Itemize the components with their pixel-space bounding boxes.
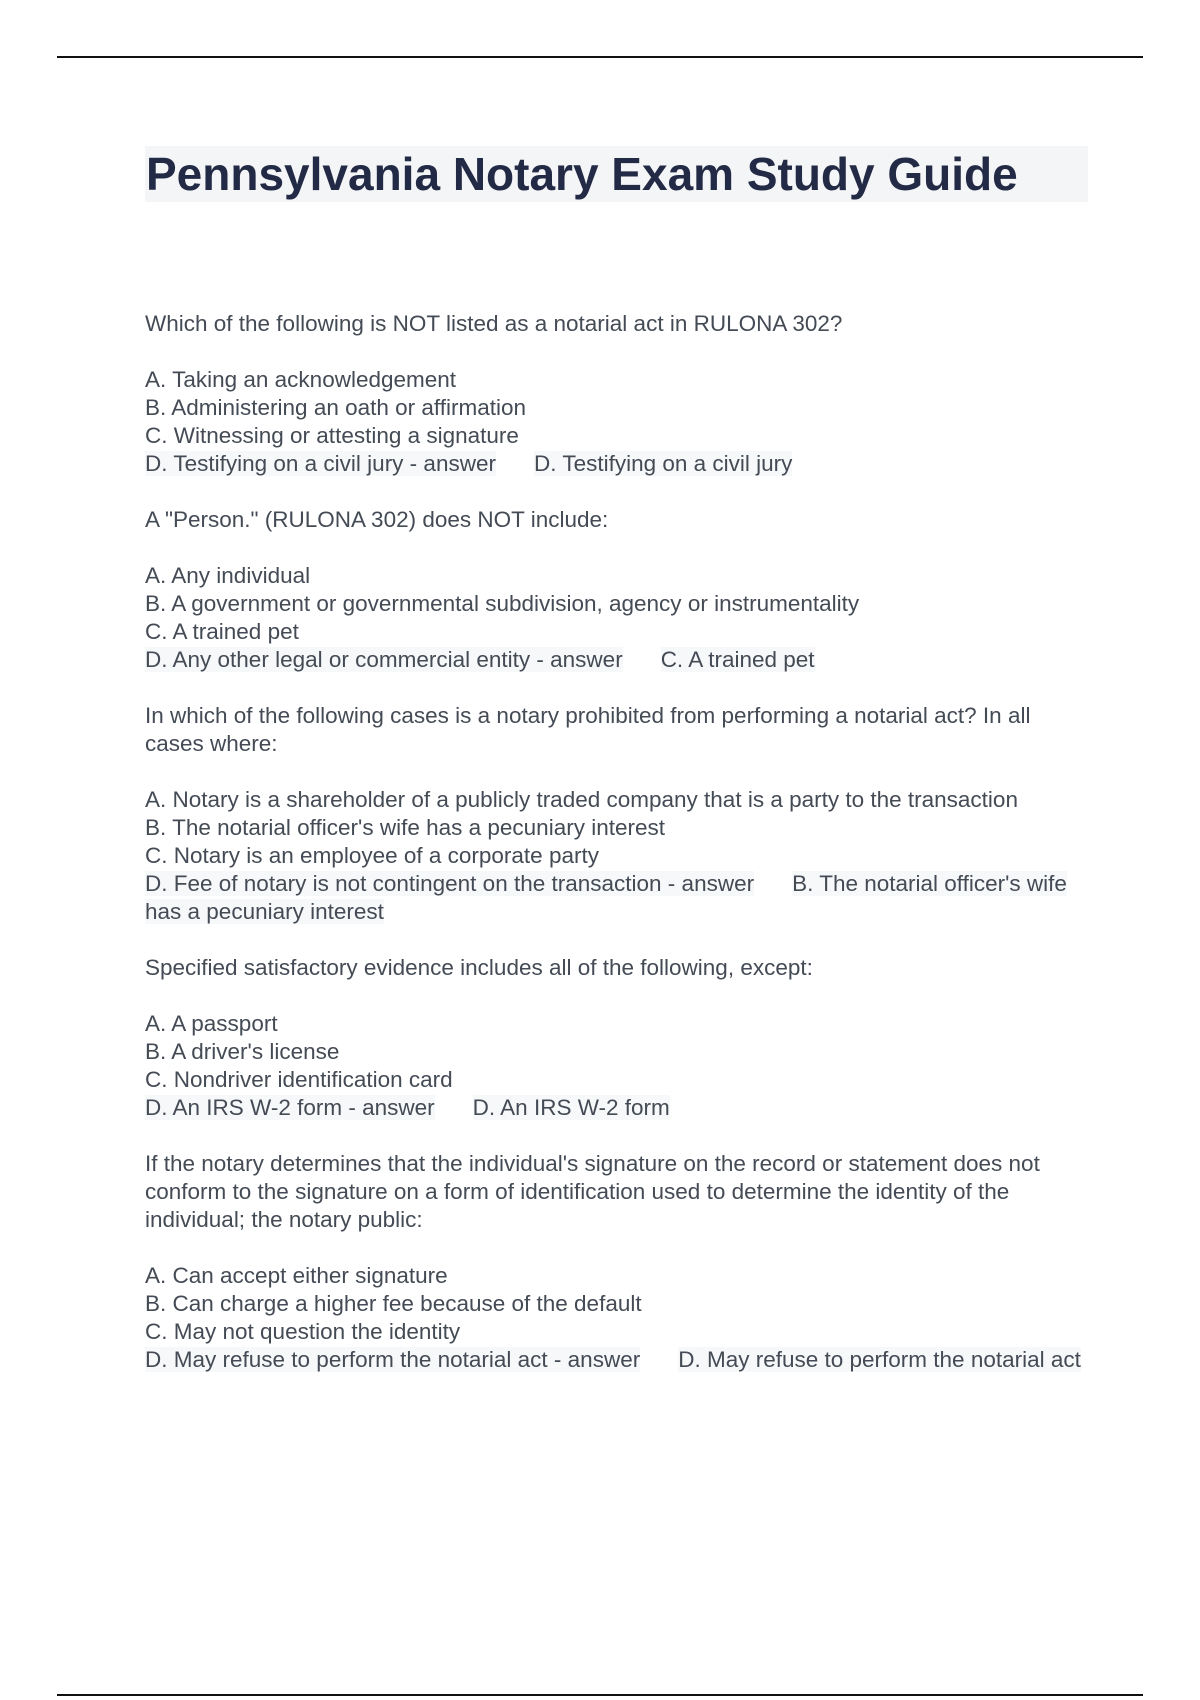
document-title: Pennsylvania Notary Exam Study Guide (145, 146, 1088, 202)
question-block (145, 1150, 1095, 1374)
answer-text: D. Testifying on a civil jury (533, 451, 793, 476)
question-block (145, 310, 1095, 478)
option-d-with-answer (145, 450, 1095, 478)
bottom-rule (57, 1694, 1143, 1696)
option-b: B. A driver's license (145, 1039, 340, 1064)
question-block (145, 954, 1095, 1122)
option-c: C. A trained pet (145, 619, 299, 644)
question-list (145, 310, 1095, 1402)
option-a: A. Taking an acknowledgement (145, 367, 457, 392)
option-d-with-answer (145, 646, 1095, 674)
option-b: B. The notarial officer's wife has a pecuniary interest (145, 815, 665, 840)
option-b: B. Can charge a higher fee because of the default (145, 1291, 642, 1316)
answer-text: C. A trained pet (660, 647, 815, 672)
question-text: In which of the following cases is a notary prohibited from performing a notarial act? In all cases where: (145, 703, 1031, 756)
question-block (145, 506, 1095, 674)
answer-text: D. An IRS W-2 form (472, 1095, 670, 1120)
answer-text: D. May refuse to perform the notarial act (678, 1347, 1081, 1372)
option-a: A. A passport (145, 1011, 278, 1036)
question-text: Specified satisfactory evidence includes all of the following, except: (145, 955, 813, 980)
option-b: B. A government or governmental subdivision, agency or instrumentality (145, 591, 860, 616)
top-rule (57, 56, 1143, 58)
option-c: C. Notary is an employee of a corporate party (145, 843, 599, 868)
question-text: Which of the following is NOT listed as a notarial act in RULONA 302? (145, 311, 843, 336)
option-c: C. Nondriver identification card (145, 1067, 453, 1092)
question-text: A "Person." (RULONA 302) does NOT include: (145, 507, 609, 532)
option-d-with-answer (145, 1094, 1095, 1122)
option-a: A. Notary is a shareholder of a publicly traded company that is a party to the transaction (145, 787, 1018, 812)
question-block (145, 702, 1095, 926)
option-b: B. Administering an oath or affirmation (145, 395, 527, 420)
option-d: D. Any other legal or commercial entity - answer (145, 647, 623, 672)
option-d: D. Fee of notary is not contingent on the transaction - answer (145, 871, 755, 896)
option-d-with-answer (145, 1346, 1095, 1374)
option-d: D. An IRS W-2 form - answer (145, 1095, 435, 1120)
option-c: C. Witnessing or attesting a signature (145, 423, 519, 448)
option-a: A. Any individual (145, 563, 311, 588)
option-a: A. Can accept either signature (145, 1263, 448, 1288)
option-c: C. May not question the identity (145, 1319, 461, 1344)
option-d-with-answer (145, 870, 1095, 926)
question-text: If the notary determines that the individual's signature on the record or statement does not conform to the signature on a form of identification used to determine the identity of the individual; the notary public: (145, 1151, 1040, 1232)
option-d: D. May refuse to perform the notarial act - answer (145, 1347, 641, 1372)
option-d: D. Testifying on a civil jury - answer (145, 451, 496, 476)
answer-text: B. The notarial officer's wife has a pecuniary interest (145, 871, 1067, 924)
